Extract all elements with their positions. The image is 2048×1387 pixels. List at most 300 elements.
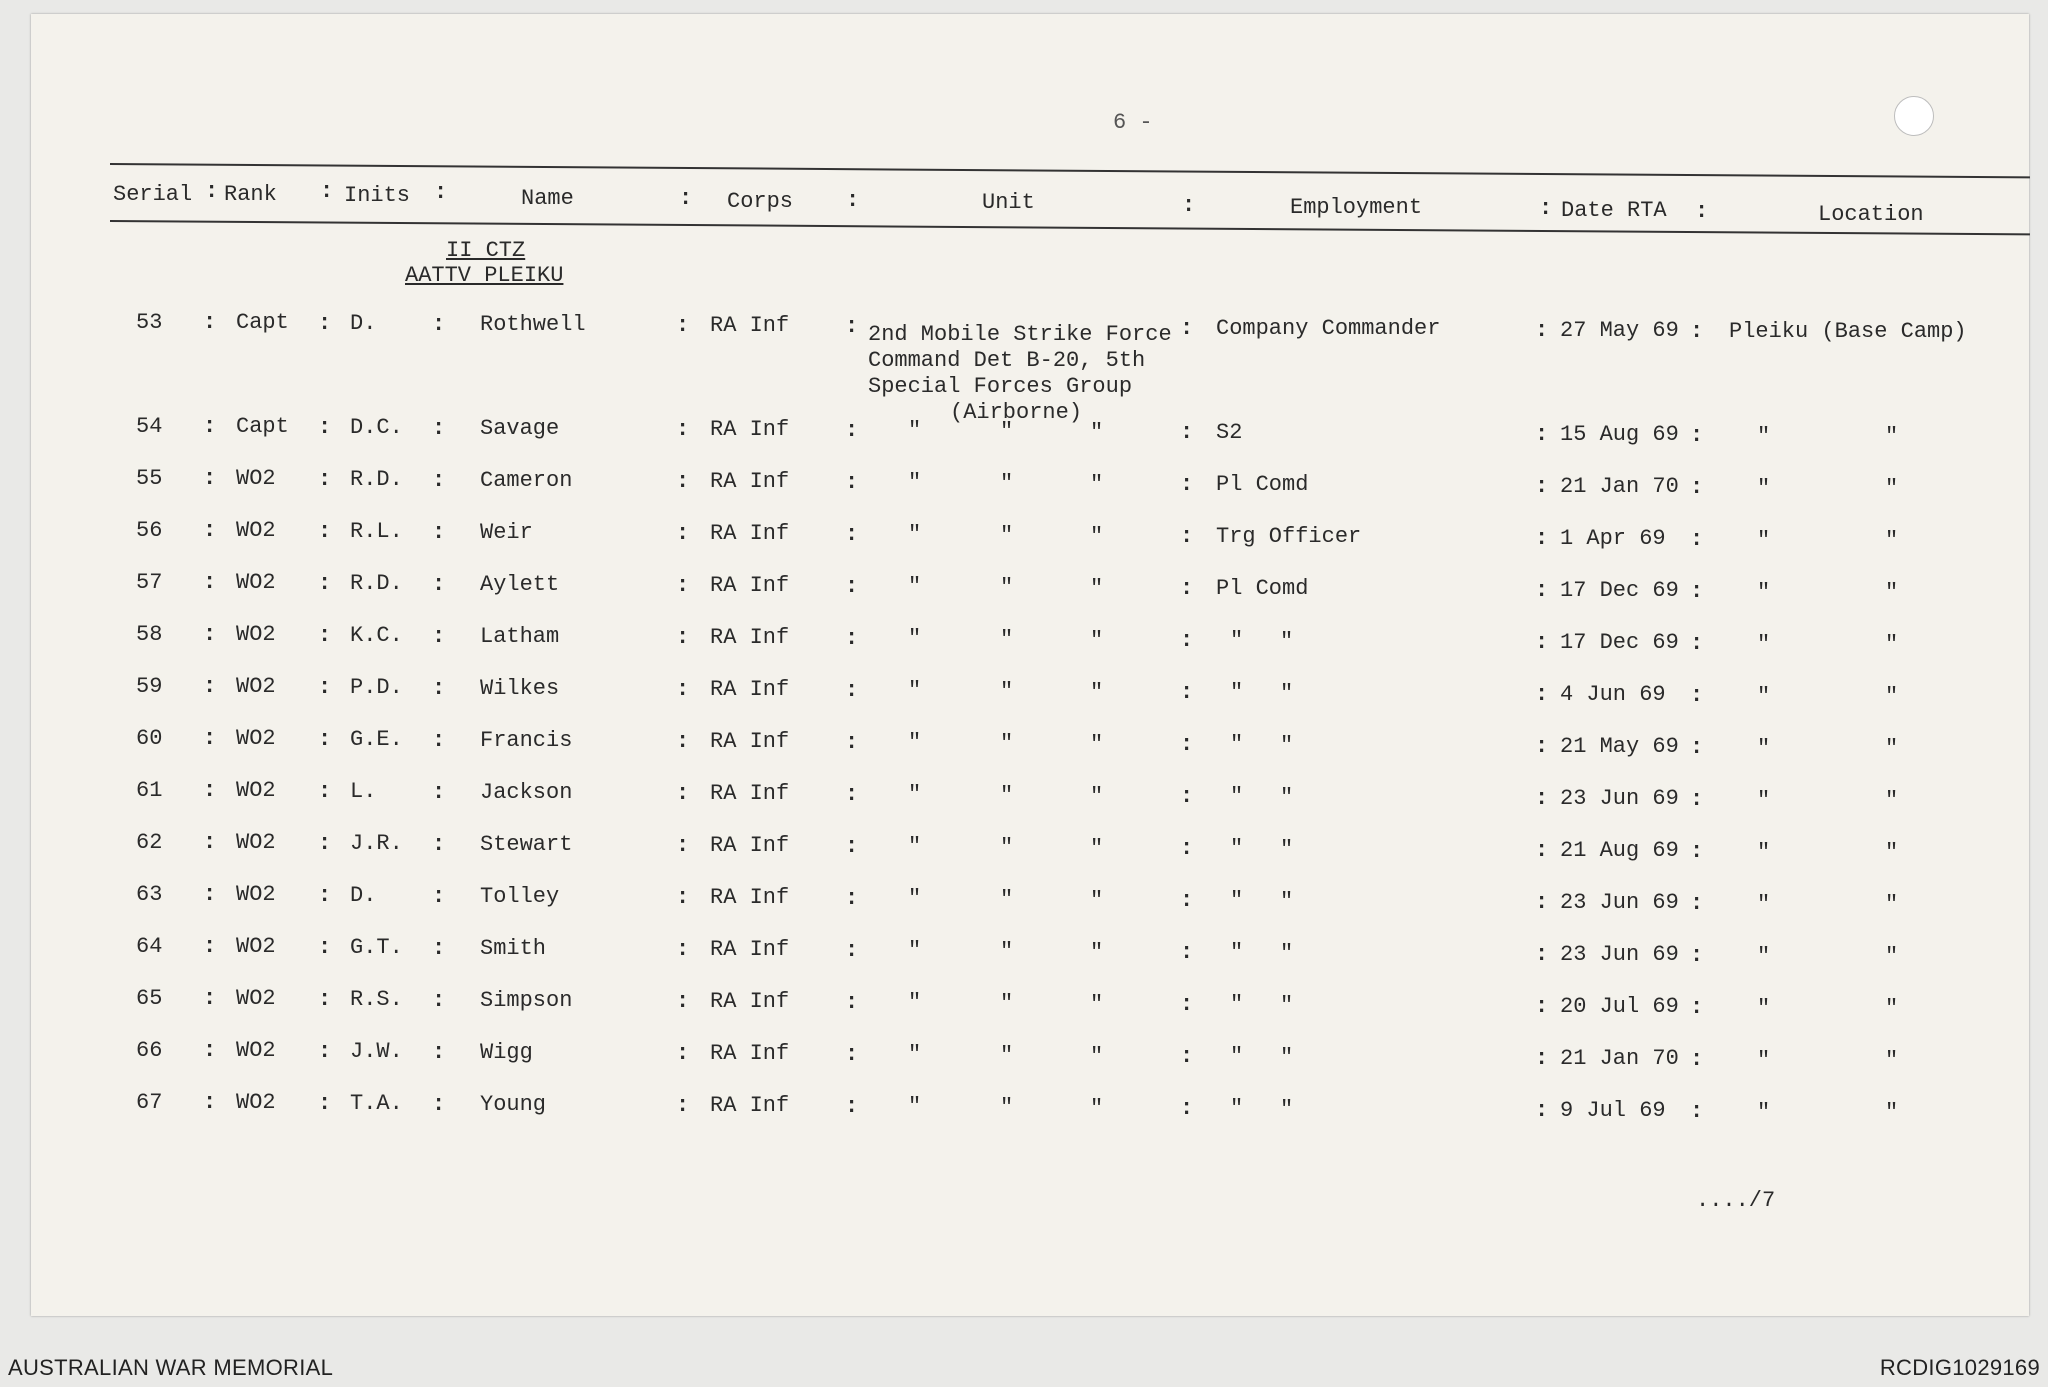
serial-cell: 59 bbox=[136, 673, 163, 699]
name-cell: Young bbox=[480, 1091, 547, 1117]
column-separator: : bbox=[1690, 787, 1704, 813]
column-separator: : bbox=[432, 571, 446, 597]
column-separator: : bbox=[1690, 943, 1704, 969]
header-name: Name bbox=[521, 186, 574, 211]
ditto-mark: " bbox=[1280, 628, 1294, 654]
column-separator: : bbox=[676, 677, 690, 703]
column-separator: : bbox=[845, 730, 859, 756]
column-separator: : bbox=[1535, 838, 1549, 864]
serial-cell: 67 bbox=[136, 1089, 163, 1115]
column-separator: : bbox=[676, 625, 690, 651]
serial-cell: 53 bbox=[136, 309, 163, 335]
ditto-mark: " bbox=[908, 730, 922, 756]
column-separator: : bbox=[1180, 628, 1194, 654]
column-separator: : bbox=[845, 1042, 859, 1068]
ditto-mark: " bbox=[1280, 992, 1294, 1018]
ditto-mark: " bbox=[1280, 836, 1294, 862]
column-separator: : bbox=[845, 678, 859, 704]
column-separator: : bbox=[203, 570, 217, 596]
inits-cell: J.W. bbox=[350, 1039, 403, 1065]
inits-cell: T.A. bbox=[350, 1091, 403, 1117]
ditto-mark: " bbox=[908, 678, 922, 704]
column-separator: : bbox=[318, 518, 332, 544]
ditto-mark: " bbox=[908, 418, 922, 444]
column-separator: : bbox=[432, 779, 446, 805]
name-cell: Francis bbox=[480, 727, 573, 753]
column-separator: : bbox=[432, 831, 446, 857]
section-title-ctz: II CTZ bbox=[446, 238, 526, 263]
column-separator: : bbox=[432, 415, 446, 441]
corps-cell: RA Inf bbox=[710, 989, 790, 1015]
name-cell: Savage bbox=[480, 415, 560, 441]
column-separator: : bbox=[1535, 578, 1549, 604]
ditto-mark: " bbox=[1885, 476, 1899, 502]
inits-cell: D.C. bbox=[350, 415, 403, 441]
column-separator: : bbox=[676, 989, 690, 1015]
ditto-mark: " bbox=[1090, 419, 1104, 445]
inits-cell: D. bbox=[350, 311, 377, 337]
ditto-mark: " bbox=[1885, 840, 1899, 866]
date-rta-cell: 23 Jun 69 bbox=[1560, 942, 1679, 968]
ditto-mark: " bbox=[1000, 419, 1014, 444]
ditto-mark: " bbox=[1000, 1043, 1014, 1068]
corps-cell: RA Inf bbox=[710, 625, 790, 651]
name-cell: Wilkes bbox=[480, 675, 560, 701]
column-separator: : bbox=[318, 882, 332, 908]
header-unit: Unit bbox=[982, 190, 1035, 215]
header-corps: Corps bbox=[727, 189, 794, 214]
name-cell: Latham bbox=[480, 623, 560, 649]
header-separator: : bbox=[846, 188, 860, 213]
rank-cell: WO2 bbox=[236, 1038, 276, 1064]
rank-cell: WO2 bbox=[236, 466, 276, 492]
name-cell: Aylett bbox=[480, 571, 560, 597]
column-separator: : bbox=[1180, 940, 1194, 966]
serial-cell: 63 bbox=[136, 881, 163, 907]
employment-cell: Company Commander bbox=[1216, 316, 1441, 342]
column-separator: : bbox=[432, 519, 446, 545]
column-separator: : bbox=[318, 726, 332, 752]
ditto-mark: " bbox=[1885, 996, 1899, 1022]
name-cell: Jackson bbox=[480, 779, 573, 805]
ditto-mark: " bbox=[1000, 627, 1014, 652]
column-separator: : bbox=[203, 882, 217, 908]
column-separator: : bbox=[676, 1041, 690, 1067]
ditto-mark: " bbox=[1090, 575, 1104, 601]
column-separator: : bbox=[676, 469, 690, 495]
ditto-mark: " bbox=[1230, 628, 1244, 654]
column-separator: : bbox=[1690, 631, 1704, 657]
column-separator: : bbox=[676, 781, 690, 807]
ditto-mark: " bbox=[1757, 579, 1771, 605]
column-separator: : bbox=[1690, 683, 1704, 709]
corps-cell: RA Inf bbox=[710, 937, 790, 963]
column-separator: : bbox=[318, 310, 332, 336]
name-cell: Simpson bbox=[480, 987, 573, 1013]
serial-cell: 55 bbox=[136, 465, 163, 491]
name-cell: Wigg bbox=[480, 1039, 533, 1065]
corps-cell: RA Inf bbox=[710, 313, 790, 339]
column-separator: : bbox=[1535, 474, 1549, 500]
column-separator: : bbox=[1180, 784, 1194, 810]
column-separator: : bbox=[318, 570, 332, 596]
column-separator: : bbox=[845, 834, 859, 860]
name-cell: Cameron bbox=[480, 467, 573, 493]
column-separator: : bbox=[1690, 1099, 1704, 1125]
serial-cell: 66 bbox=[136, 1037, 163, 1063]
rank-cell: WO2 bbox=[236, 622, 276, 648]
ditto-mark: " bbox=[1757, 1099, 1771, 1125]
inits-cell: L. bbox=[350, 779, 377, 805]
header-separator: : bbox=[1695, 199, 1709, 224]
ditto-mark: " bbox=[1757, 423, 1771, 449]
column-separator: : bbox=[432, 883, 446, 909]
date-rta-cell: 17 Dec 69 bbox=[1560, 630, 1679, 656]
ditto-mark: " bbox=[1885, 424, 1899, 450]
ditto-mark: " bbox=[908, 886, 922, 912]
serial-cell: 56 bbox=[136, 517, 163, 543]
column-separator: : bbox=[1690, 995, 1704, 1021]
serial-cell: 65 bbox=[136, 985, 163, 1011]
ditto-mark: " bbox=[908, 626, 922, 652]
column-separator: : bbox=[203, 726, 217, 752]
column-separator: : bbox=[845, 1094, 859, 1120]
ditto-mark: " bbox=[908, 574, 922, 600]
date-rta-cell: 27 May 69 bbox=[1560, 318, 1679, 344]
ditto-mark: " bbox=[1885, 1048, 1899, 1074]
date-rta-cell: 21 Jan 70 bbox=[1560, 1046, 1679, 1072]
column-separator: : bbox=[1690, 475, 1704, 501]
serial-cell: 54 bbox=[136, 413, 163, 439]
column-separator: : bbox=[1180, 472, 1194, 498]
column-separator: : bbox=[1535, 786, 1549, 812]
header-rank: Rank bbox=[224, 182, 277, 207]
column-separator: : bbox=[1535, 890, 1549, 916]
ditto-mark: " bbox=[908, 834, 922, 860]
column-separator: : bbox=[1535, 682, 1549, 708]
date-rta-cell: 21 Jan 70 bbox=[1560, 474, 1679, 500]
column-separator: : bbox=[845, 886, 859, 912]
ditto-mark: " bbox=[1885, 632, 1899, 658]
rank-cell: WO2 bbox=[236, 986, 276, 1012]
header-separator: : bbox=[1539, 196, 1553, 221]
ditto-mark: " bbox=[1757, 735, 1771, 761]
column-separator: : bbox=[1180, 888, 1194, 914]
serial-cell: 64 bbox=[136, 933, 163, 959]
ditto-mark: " bbox=[908, 990, 922, 1016]
column-separator: : bbox=[318, 934, 332, 960]
ditto-mark: " bbox=[1885, 528, 1899, 554]
column-separator: : bbox=[1690, 839, 1704, 865]
unit-description: 2nd Mobile Strike Force Command Det B-20, 5th Special Forces Group (Airborne) bbox=[868, 322, 1172, 425]
column-separator: : bbox=[845, 470, 859, 496]
column-separator: : bbox=[432, 1091, 446, 1117]
column-separator: : bbox=[1690, 527, 1704, 553]
column-separator: : bbox=[1535, 942, 1549, 968]
header-serial: Serial bbox=[113, 182, 193, 207]
column-separator: : bbox=[676, 729, 690, 755]
column-separator: : bbox=[1180, 316, 1194, 342]
serial-cell: 62 bbox=[136, 829, 163, 855]
rank-cell: WO2 bbox=[236, 934, 276, 960]
inits-cell: P.D. bbox=[350, 675, 403, 701]
column-separator: : bbox=[203, 934, 217, 960]
column-separator: : bbox=[1535, 422, 1549, 448]
column-separator: : bbox=[1690, 319, 1704, 345]
column-separator: : bbox=[432, 623, 446, 649]
ditto-mark: " bbox=[1280, 732, 1294, 758]
date-rta-cell: 17 Dec 69 bbox=[1560, 578, 1679, 604]
ditto-mark: " bbox=[1090, 679, 1104, 705]
inits-cell: K.C. bbox=[350, 623, 403, 649]
column-separator: : bbox=[845, 782, 859, 808]
corps-cell: RA Inf bbox=[710, 781, 790, 807]
column-separator: : bbox=[676, 521, 690, 547]
footer-institution: AUSTRALIAN WAR MEMORIAL bbox=[8, 1355, 334, 1380]
column-separator: : bbox=[1180, 1096, 1194, 1122]
corps-cell: RA Inf bbox=[710, 417, 790, 443]
corps-cell: RA Inf bbox=[710, 677, 790, 703]
rank-cell: WO2 bbox=[236, 570, 276, 596]
column-separator: : bbox=[203, 830, 217, 856]
column-separator: : bbox=[432, 467, 446, 493]
corps-cell: RA Inf bbox=[710, 729, 790, 755]
column-separator: : bbox=[845, 938, 859, 964]
ditto-mark: " bbox=[1885, 892, 1899, 918]
date-rta-cell: 1 Apr 69 bbox=[1560, 526, 1666, 552]
ditto-mark: " bbox=[908, 1094, 922, 1120]
rank-cell: WO2 bbox=[236, 882, 276, 908]
ditto-mark: " bbox=[1885, 684, 1899, 710]
ditto-mark: " bbox=[1885, 944, 1899, 970]
ditto-mark: " bbox=[1230, 784, 1244, 810]
header-inits: Inits bbox=[344, 183, 411, 208]
rank-cell: WO2 bbox=[236, 830, 276, 856]
corps-cell: RA Inf bbox=[710, 573, 790, 599]
header-location: Location bbox=[1818, 202, 1924, 227]
column-separator: : bbox=[1690, 579, 1704, 605]
ditto-mark: " bbox=[1757, 839, 1771, 865]
column-separator: : bbox=[203, 466, 217, 492]
column-separator: : bbox=[432, 935, 446, 961]
inits-cell: G.E. bbox=[350, 727, 403, 753]
column-separator: : bbox=[1180, 576, 1194, 602]
ditto-mark: " bbox=[1090, 1095, 1104, 1121]
column-separator: : bbox=[318, 466, 332, 492]
rank-cell: WO2 bbox=[236, 1090, 276, 1116]
column-separator: : bbox=[676, 573, 690, 599]
ditto-mark: " bbox=[908, 938, 922, 964]
column-separator: : bbox=[1180, 992, 1194, 1018]
column-separator: : bbox=[676, 885, 690, 911]
column-separator: : bbox=[1180, 524, 1194, 550]
ditto-mark: " bbox=[908, 782, 922, 808]
ditto-mark: " bbox=[1230, 992, 1244, 1018]
column-separator: : bbox=[1535, 630, 1549, 656]
ditto-mark: " bbox=[1280, 680, 1294, 706]
column-separator: : bbox=[1180, 420, 1194, 446]
column-separator: : bbox=[1180, 1044, 1194, 1070]
ditto-mark: " bbox=[1230, 836, 1244, 862]
inits-cell: G.T. bbox=[350, 935, 403, 961]
column-separator: : bbox=[676, 937, 690, 963]
header-separator: : bbox=[320, 179, 334, 204]
column-separator: : bbox=[1535, 734, 1549, 760]
corps-cell: RA Inf bbox=[710, 833, 790, 859]
ditto-mark: " bbox=[1000, 783, 1014, 808]
header-date-rta: Date RTA bbox=[1561, 198, 1667, 223]
serial-cell: 58 bbox=[136, 621, 163, 647]
column-separator: : bbox=[676, 417, 690, 443]
rank-cell: WO2 bbox=[236, 778, 276, 804]
rank-cell: WO2 bbox=[236, 518, 276, 544]
ditto-mark: " bbox=[1090, 783, 1104, 809]
serial-cell: 60 bbox=[136, 725, 163, 751]
ditto-mark: " bbox=[1757, 891, 1771, 917]
column-separator: : bbox=[203, 1090, 217, 1116]
column-separator: : bbox=[203, 518, 217, 544]
ditto-mark: " bbox=[1885, 736, 1899, 762]
rank-cell: Capt bbox=[236, 310, 289, 336]
column-separator: : bbox=[432, 987, 446, 1013]
column-separator: : bbox=[676, 313, 690, 339]
footer-catalog-id: RCDIG1029169 bbox=[1879, 1355, 2040, 1380]
inits-cell: J.R. bbox=[350, 831, 403, 857]
column-separator: : bbox=[845, 990, 859, 1016]
ditto-mark: " bbox=[1000, 679, 1014, 704]
column-separator: : bbox=[203, 674, 217, 700]
location-cell: Pleiku (Base Camp) bbox=[1729, 319, 1967, 345]
ditto-mark: " bbox=[1280, 1096, 1294, 1122]
name-cell: Smith bbox=[480, 935, 547, 961]
ditto-mark: " bbox=[1230, 1044, 1244, 1070]
ditto-mark: " bbox=[1757, 1047, 1771, 1073]
ditto-mark: " bbox=[1090, 731, 1104, 757]
ditto-mark: " bbox=[1000, 523, 1014, 548]
corps-cell: RA Inf bbox=[710, 885, 790, 911]
employment-cell: Trg Officer bbox=[1216, 524, 1362, 550]
column-separator: : bbox=[203, 1038, 217, 1064]
inits-cell: R.D. bbox=[350, 571, 403, 597]
inits-cell: R.D. bbox=[350, 467, 403, 493]
header-employment: Employment bbox=[1290, 195, 1423, 220]
corps-cell: RA Inf bbox=[710, 1041, 790, 1067]
page-number: 6 - bbox=[1113, 110, 1153, 135]
date-rta-cell: 15 Aug 69 bbox=[1560, 422, 1679, 448]
date-rta-cell: 23 Jun 69 bbox=[1560, 890, 1679, 916]
column-separator: : bbox=[318, 674, 332, 700]
column-separator: : bbox=[1180, 680, 1194, 706]
column-separator: : bbox=[1690, 735, 1704, 761]
column-separator: : bbox=[318, 622, 332, 648]
ditto-mark: " bbox=[1280, 784, 1294, 810]
column-separator: : bbox=[845, 314, 859, 340]
ditto-mark: " bbox=[1230, 680, 1244, 706]
inits-cell: D. bbox=[350, 883, 377, 909]
ditto-mark: " bbox=[1000, 939, 1014, 964]
name-cell: Weir bbox=[480, 519, 533, 545]
ditto-mark: " bbox=[1757, 683, 1771, 709]
inits-cell: R.L. bbox=[350, 519, 403, 545]
ditto-mark: " bbox=[1885, 1100, 1899, 1126]
rank-cell: Capt bbox=[236, 414, 289, 440]
column-separator: : bbox=[432, 675, 446, 701]
employment-cell: Pl Comd bbox=[1216, 576, 1309, 602]
header-separator: : bbox=[434, 180, 448, 205]
column-separator: : bbox=[1535, 1098, 1549, 1124]
ditto-mark: " bbox=[908, 470, 922, 496]
column-separator: : bbox=[318, 986, 332, 1012]
ditto-mark: " bbox=[1280, 888, 1294, 914]
ditto-mark: " bbox=[1757, 527, 1771, 553]
date-rta-cell: 23 Jun 69 bbox=[1560, 786, 1679, 812]
ditto-mark: " bbox=[1090, 627, 1104, 653]
ditto-mark: " bbox=[1280, 940, 1294, 966]
column-separator: : bbox=[1535, 1046, 1549, 1072]
column-separator: : bbox=[432, 727, 446, 753]
column-separator: : bbox=[845, 574, 859, 600]
ditto-mark: " bbox=[1000, 887, 1014, 912]
ditto-mark: " bbox=[1757, 787, 1771, 813]
ditto-mark: " bbox=[1090, 471, 1104, 497]
date-rta-cell: 21 Aug 69 bbox=[1560, 838, 1679, 864]
serial-cell: 61 bbox=[136, 777, 163, 803]
continuation-marker: ..../7 bbox=[1696, 1188, 1776, 1213]
date-rta-cell: 9 Jul 69 bbox=[1560, 1098, 1666, 1124]
column-separator: : bbox=[845, 522, 859, 548]
ditto-mark: " bbox=[1757, 995, 1771, 1021]
header-separator: : bbox=[1182, 193, 1196, 218]
column-separator: : bbox=[1690, 1047, 1704, 1073]
ditto-mark: " bbox=[1757, 943, 1771, 969]
column-separator: : bbox=[318, 414, 332, 440]
corps-cell: RA Inf bbox=[710, 1093, 790, 1119]
column-separator: : bbox=[1690, 423, 1704, 449]
name-cell: Tolley bbox=[480, 883, 560, 909]
ditto-mark: " bbox=[908, 1042, 922, 1068]
ditto-mark: " bbox=[1280, 1044, 1294, 1070]
date-rta-cell: 21 May 69 bbox=[1560, 734, 1679, 760]
ditto-mark: " bbox=[1000, 835, 1014, 860]
column-separator: : bbox=[203, 310, 217, 336]
header-separator: : bbox=[679, 186, 693, 211]
ditto-mark: " bbox=[1230, 940, 1244, 966]
employment-cell: Pl Comd bbox=[1216, 472, 1309, 498]
column-separator: : bbox=[203, 622, 217, 648]
employment-cell: S2 bbox=[1216, 420, 1243, 446]
ditto-mark: " bbox=[1885, 580, 1899, 606]
column-separator: : bbox=[845, 418, 859, 444]
column-separator: : bbox=[1535, 994, 1549, 1020]
punch-hole bbox=[1894, 96, 1934, 136]
rank-cell: WO2 bbox=[236, 726, 276, 752]
ditto-mark: " bbox=[1090, 939, 1104, 965]
ditto-mark: " bbox=[1000, 575, 1014, 600]
ditto-mark: " bbox=[1757, 475, 1771, 501]
column-separator: : bbox=[1690, 891, 1704, 917]
ditto-mark: " bbox=[1757, 631, 1771, 657]
column-separator: : bbox=[318, 830, 332, 856]
column-separator: : bbox=[203, 986, 217, 1012]
column-separator: : bbox=[1535, 526, 1549, 552]
rank-cell: WO2 bbox=[236, 674, 276, 700]
ditto-mark: " bbox=[1230, 732, 1244, 758]
ditto-mark: " bbox=[1000, 1095, 1014, 1120]
ditto-mark: " bbox=[1090, 991, 1104, 1017]
ditto-mark: " bbox=[1230, 1096, 1244, 1122]
column-separator: : bbox=[432, 1039, 446, 1065]
column-separator: : bbox=[676, 833, 690, 859]
